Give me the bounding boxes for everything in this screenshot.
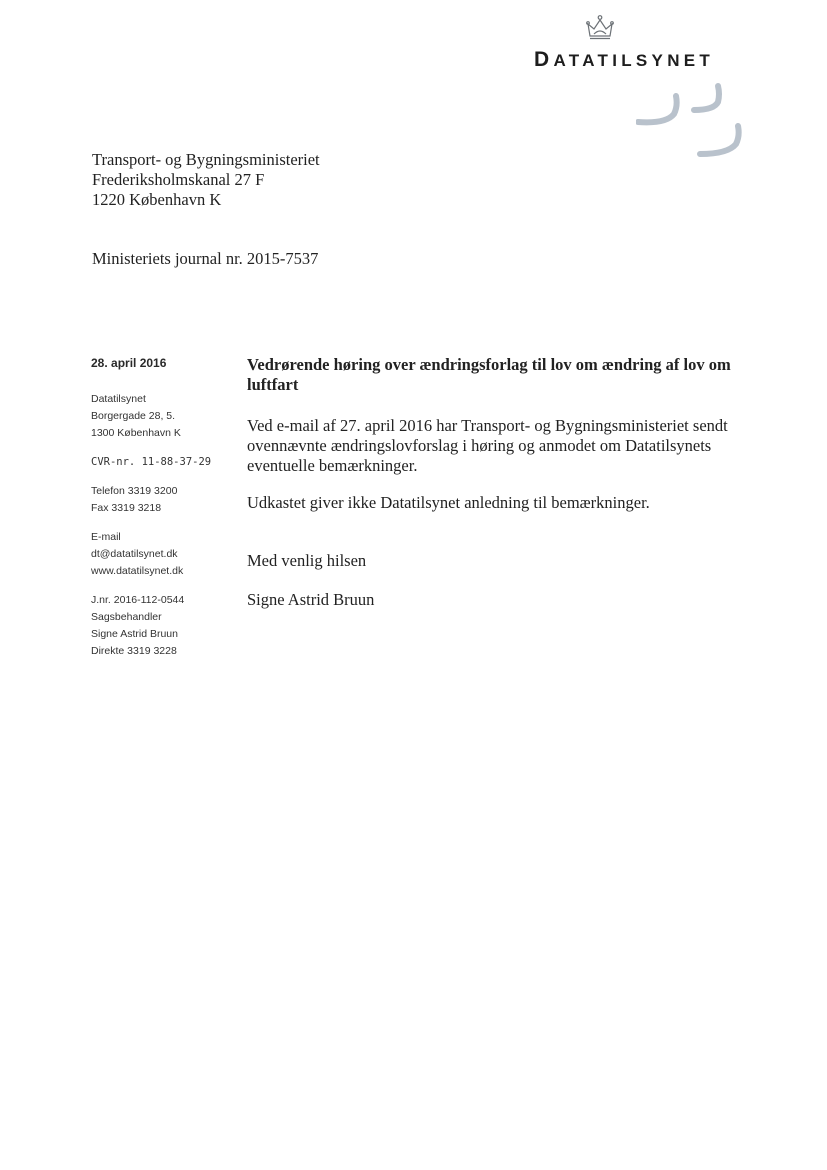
swoosh-logo-icon [636,80,746,162]
brand-name: DATATILSYNET [534,48,715,71]
direct-phone: Direkte 3319 3228 [91,645,177,657]
sender-address-line1: Borgergade 28, 5. [91,410,176,422]
sender-phone-block [91,483,241,517]
recipient-street: Frederiksholmskanal 27 F [92,170,265,189]
case-handler-label: Sagsbehandler [91,611,162,623]
crown-icon [584,14,616,42]
letter-signature: Signe Astrid Bruun [247,590,375,609]
sender-sidebar [91,355,241,672]
letter-paragraph-2: Udkastet giver ikke Datatilsynet anledning til bemærkninger. [247,493,650,512]
letter-body [247,355,767,610]
sender-fax: Fax 3319 3218 [91,502,162,514]
case-block [91,592,241,660]
sender-contact-block [91,529,241,580]
case-handler-name: Signe Astrid Bruun [91,628,178,640]
sender-phone: Telefon 3319 3200 [91,485,178,497]
sender-website-link[interactable]: www.datatilsynet.dk [91,565,184,577]
recipient-address [92,150,320,210]
sender-org-name: Datatilsynet [91,393,146,405]
recipient-city: 1220 København K [92,190,222,209]
recipient-name: Transport- og Bygningsministeriet [92,150,320,169]
letter-subject: Vedrørende høring over ændringsforlag til lov om ændring af lov om luftfart [247,355,731,394]
letter-date: 28. april 2016 [91,356,167,370]
case-number: J.nr. 2016-112-0544 [91,594,185,606]
sender-email-link[interactable]: dt@datatilsynet.dk [91,548,178,560]
letter-paragraph-1: Ved e-mail af 27. april 2016 har Transport- og Bygningsministeriet sendt ovennævnte ændringslovforslag i høring og anmodet om Datatilsynets eventuelle bemærkninger. [247,416,728,475]
letter-closing: Med venlig hilsen [247,551,367,570]
sender-address-line2: 1300 København K [91,427,181,439]
email-label: E-mail [91,531,121,543]
sender-cvr: CVR-nr. 11-88-37-29 [91,456,212,468]
journal-reference: Ministeriets journal nr. 2015-7537 [92,249,319,268]
sender-address-block [91,391,241,442]
